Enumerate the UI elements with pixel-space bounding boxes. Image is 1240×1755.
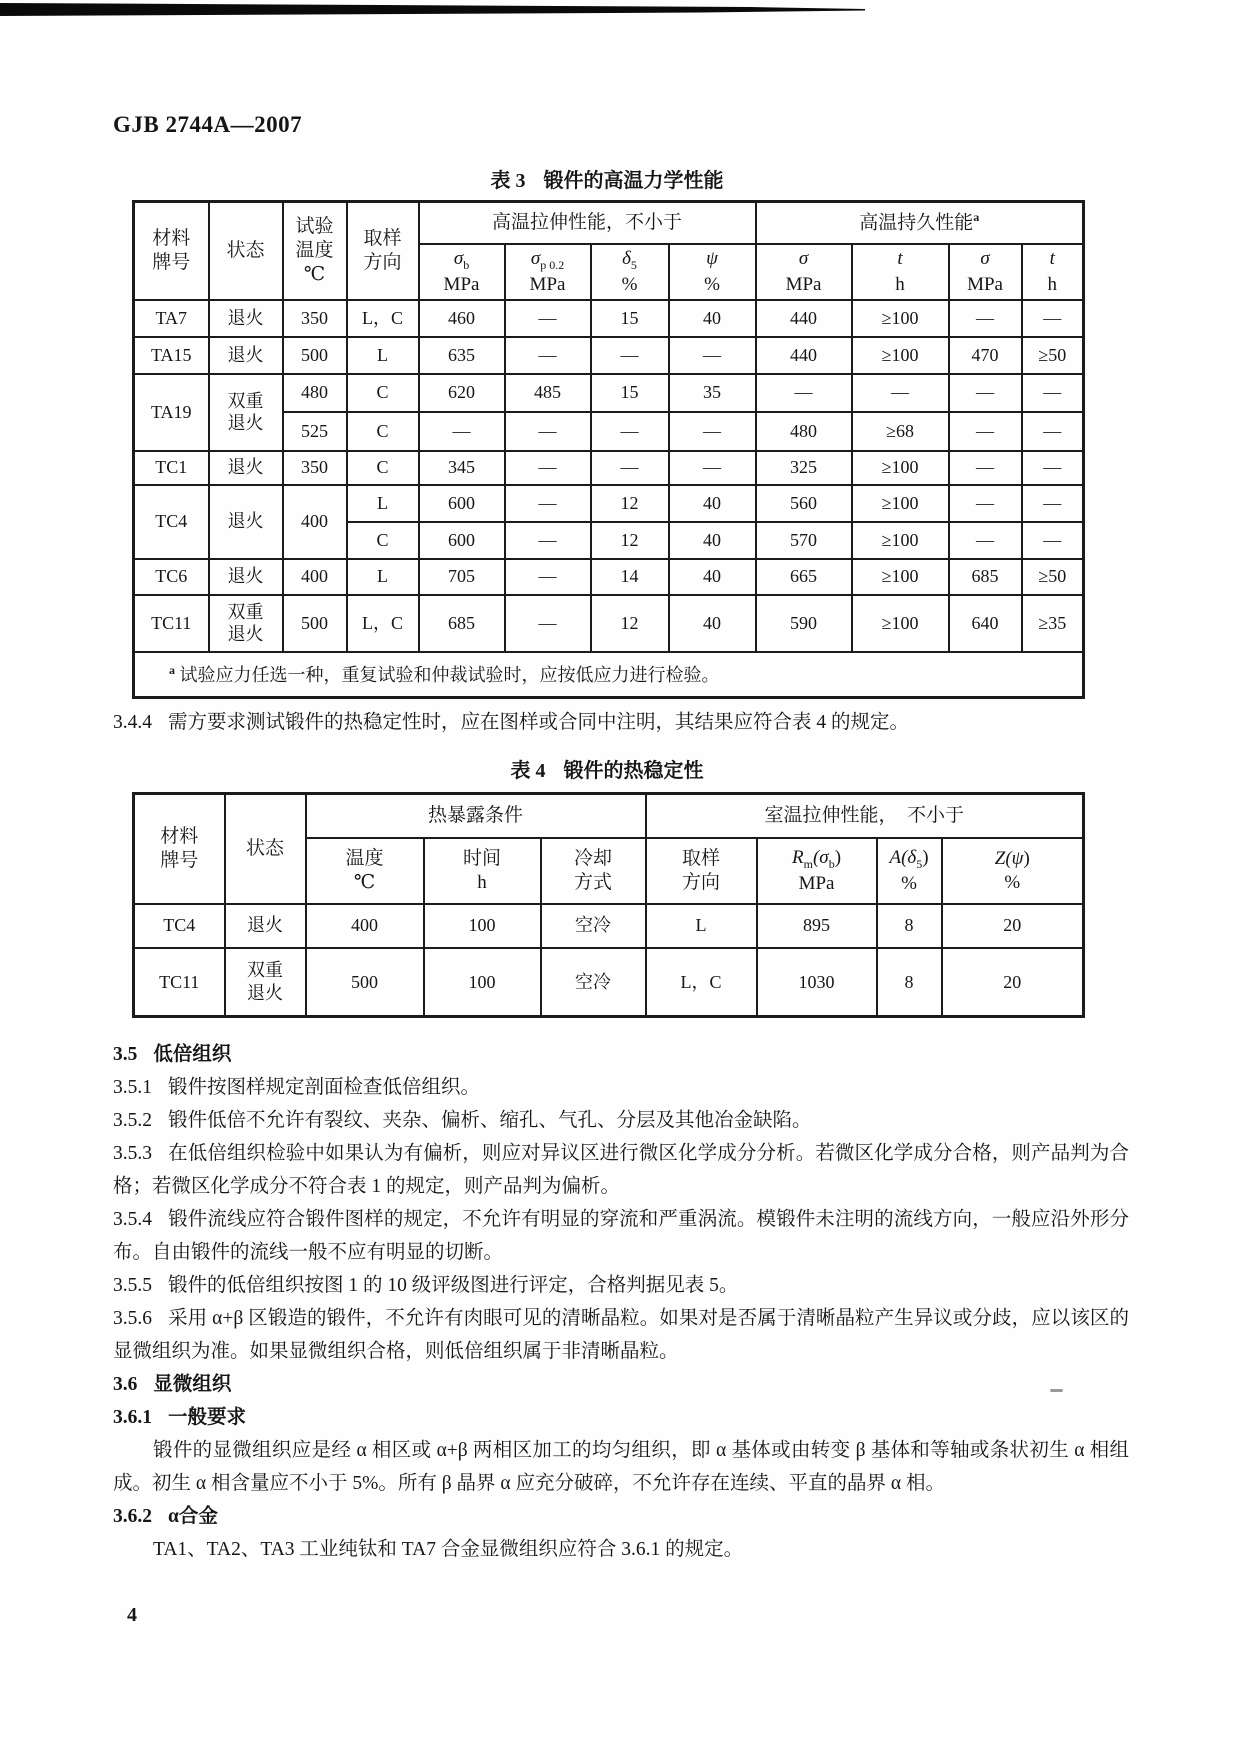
table-cell: 400	[306, 904, 424, 948]
table-cell: —	[949, 451, 1022, 485]
table-cell: C	[347, 522, 419, 559]
table4-label: 表 4	[510, 760, 546, 782]
table-cell: 12	[591, 522, 669, 559]
table3-high-temp-properties	[132, 200, 1085, 699]
table-header-cell: t h	[852, 244, 949, 300]
table4-thermal-stability	[132, 792, 1085, 1018]
table-cell: 空冷	[541, 904, 646, 948]
table-cell: L	[347, 337, 419, 374]
clause-3-5-3: 3.5.3 在低倍组织检验中如果认为有偏析，则应对异议区进行微区化学成分分析。若微区化学成分合格，则产品判为合格；若微区化学成分不符合表 1 的规定，则产品判为偏析。	[113, 1143, 1129, 1197]
table-cell: ≥100	[852, 522, 949, 559]
table-header-group: 高温拉伸性能，不小于	[419, 202, 756, 244]
table-cell: 15	[591, 374, 669, 412]
table-cell: 退火	[209, 337, 283, 374]
table-cell: ≥100	[852, 300, 949, 337]
table-cell: 440	[756, 337, 852, 374]
table-cell: 345	[419, 451, 505, 485]
table-cell: TC6	[134, 559, 209, 595]
table-header-cell: $A(\delta_5)$ %	[877, 838, 942, 904]
table-cell: 14	[591, 559, 669, 595]
table-cell: 480	[756, 412, 852, 451]
table-cell: ≥100	[852, 559, 949, 595]
table-cell: —	[505, 451, 591, 485]
table-cell: 665	[756, 559, 852, 595]
table-header-cell: t h	[1022, 244, 1084, 300]
section-3-6-1-heading: 3.6.1 一般要求	[113, 1407, 247, 1428]
table-cell: 100	[424, 904, 541, 948]
table-cell: 40	[669, 559, 756, 595]
table-cell: 635	[419, 337, 505, 374]
footnote-text: 试验应力任选一种，重复试验和仲裁试验时，应按低应力进行检验。	[179, 664, 720, 685]
table-cell: TA19	[134, 374, 209, 451]
table-cell: 8	[877, 904, 942, 948]
table-cell: 退火	[209, 451, 283, 485]
table-header-cell: $R_m(\sigma_b)$ MPa	[757, 838, 877, 904]
table-header-group: 室温拉伸性能， 不小于	[646, 794, 1084, 838]
table-cell: 40	[669, 300, 756, 337]
table-cell: 525	[283, 412, 347, 451]
table-cell: TC11	[134, 595, 209, 652]
table-row	[134, 300, 1084, 337]
table-cell: 570	[756, 522, 852, 559]
table-cell: TC4	[134, 485, 209, 559]
table-cell: —	[1022, 374, 1084, 412]
footnote-mark: a	[973, 210, 980, 225]
table-cell: —	[1022, 451, 1084, 485]
table-cell: —	[1022, 485, 1084, 522]
table-cell: ≥100	[852, 485, 949, 522]
table-cell: —	[505, 300, 591, 337]
table-cell: ≥35	[1022, 595, 1084, 652]
table-header-cell: 时间 h	[424, 838, 541, 904]
table-row	[134, 485, 1084, 522]
table-cell: 350	[283, 300, 347, 337]
clause-3-5-4: 3.5.4 锻件流线应符合锻件图样的规定，不允许有明显的穿流和严重涡流。模锻件未注明的流线方向，一般应沿外形分布。自由锻件的流线一般不应有明显的切断。	[113, 1209, 1129, 1263]
table-cell: —	[669, 451, 756, 485]
table-header-cell: 材料 牌号	[134, 202, 209, 300]
table-cell: 470	[949, 337, 1022, 374]
body-text	[113, 1038, 1129, 1566]
table-row	[134, 337, 1084, 374]
table-footnote-row	[134, 652, 1084, 698]
table-cell: ≥68	[852, 412, 949, 451]
table-cell: TA15	[134, 337, 209, 374]
table3-caption: 锻件的高温力学性能	[543, 170, 724, 192]
table-cell: 1030	[757, 948, 877, 1017]
clause-3-4-4	[113, 706, 1129, 739]
table-cell: 20	[942, 904, 1084, 948]
table-cell: L，C	[347, 595, 419, 652]
table-cell: 685	[949, 559, 1022, 595]
paragraph-3-6-1: 锻件的显微组织应是经 α 相区或 α+β 两相区加工的均匀组织，即 α 基体或由转变 β 基体和等轴或条状初生 α 相组成。初生 α 相含量应不小于 5%。所有 β 晶界 α 应充分破碎，不允许存在连续、平直的晶界 α 相。	[113, 1440, 1129, 1494]
table-row	[134, 948, 1084, 1017]
table-cell: 590	[756, 595, 852, 652]
table-cell: 40	[669, 595, 756, 652]
table-cell: 485	[505, 374, 591, 412]
clause-3-5-5: 3.5.5 锻件的低倍组织按图 1 的 10 级评级图进行评定，合格判据见表 5。	[113, 1275, 739, 1296]
clause-text: 需方要求测试锻件的热稳定性时，应在图样或合同中注明，其结果应符合表 4 的规定。	[168, 712, 910, 733]
table-cell: —	[852, 374, 949, 412]
table-header-cell: 状态	[225, 794, 306, 904]
table-cell: 500	[306, 948, 424, 1017]
table-header-cell: $\sigma_b$ MPa	[419, 244, 505, 300]
table-cell: 退火	[209, 559, 283, 595]
table-header-cell: 试验 温度 ℃	[283, 202, 347, 300]
table-cell: 400	[283, 485, 347, 559]
section-3-6-2-heading: 3.6.2 α合金	[113, 1506, 218, 1527]
table-header-cell: σ MPa	[949, 244, 1022, 300]
table-header-cell: ψ %	[669, 244, 756, 300]
table-row	[134, 374, 1084, 412]
table-cell: C	[347, 374, 419, 412]
table-cell: 620	[419, 374, 505, 412]
table-cell: 440	[756, 300, 852, 337]
footnote-mark: a	[169, 662, 175, 677]
table-cell: 40	[669, 522, 756, 559]
table-header-cell: Z(ψ) %	[942, 838, 1084, 904]
table-cell: ≥50	[1022, 337, 1084, 374]
table-header-cell: 冷却 方式	[541, 838, 646, 904]
paragraph-3-6-2: TA1、TA2、TA3 工业纯钛和 TA7 合金显微组织应符合 3.6.1 的规定。	[153, 1539, 744, 1560]
table-cell: —	[949, 522, 1022, 559]
table-cell: 双重 退火	[209, 595, 283, 652]
table-cell: —	[669, 412, 756, 451]
table-header-group: 高温持久性能$^a$	[756, 202, 1084, 244]
table-cell: —	[591, 451, 669, 485]
table-cell: —	[756, 374, 852, 412]
table-cell: 460	[419, 300, 505, 337]
scan-artifact-bar	[0, 0, 1240, 20]
table-cell: L	[347, 559, 419, 595]
table-cell: 400	[283, 559, 347, 595]
table-cell: 325	[756, 451, 852, 485]
clause-3-5-6: 3.5.6 采用 α+β 区锻造的锻件，不允许有肉眼可见的清晰晶粒。如果对是否属于清晰晶粒产生异议或分歧，应以该区的显微组织为准。如果显微组织合格，则低倍组织属于非清晰晶粒。	[113, 1308, 1129, 1362]
table-cell: —	[505, 485, 591, 522]
table-cell: 500	[283, 595, 347, 652]
scan-speckle	[1050, 1389, 1063, 1392]
table-cell: 空冷	[541, 948, 646, 1017]
table-cell: 560	[756, 485, 852, 522]
table-cell: C	[347, 412, 419, 451]
table-row	[134, 451, 1084, 485]
table-cell: TC4	[134, 904, 225, 948]
table-cell: ≥100	[852, 451, 949, 485]
table-cell: 12	[591, 595, 669, 652]
section-3-6-heading: 3.6 显微组织	[113, 1374, 232, 1395]
table-cell: —	[949, 485, 1022, 522]
table-cell: 500	[283, 337, 347, 374]
table-cell: 685	[419, 595, 505, 652]
table-cell: —	[1022, 522, 1084, 559]
document-number: GJB 2744A—2007	[113, 112, 303, 137]
table-cell: —	[591, 337, 669, 374]
table-cell: L，C	[646, 948, 757, 1017]
table-cell: —	[505, 412, 591, 451]
table-cell: —	[1022, 300, 1084, 337]
table4-caption: 锻件的热稳定性	[563, 760, 704, 782]
table-cell: TA7	[134, 300, 209, 337]
table-row	[134, 595, 1084, 652]
table-cell: 40	[669, 485, 756, 522]
table-cell: 8	[877, 948, 942, 1017]
table-cell: L，C	[347, 300, 419, 337]
page-number: 4	[127, 1604, 137, 1626]
table-cell: TC1	[134, 451, 209, 485]
section-3-5-heading: 3.5 低倍组织	[113, 1044, 232, 1065]
table-cell: —	[505, 559, 591, 595]
table-header-cell: 状态	[209, 202, 283, 300]
table-cell: 705	[419, 559, 505, 595]
table-header-cell: σ MPa	[756, 244, 852, 300]
table-header-cell: 取样 方向	[646, 838, 757, 904]
table4-title	[132, 754, 1082, 783]
table-cell: ≥100	[852, 337, 949, 374]
table-cell: 600	[419, 522, 505, 559]
table-cell: 600	[419, 485, 505, 522]
table-cell: —	[669, 337, 756, 374]
table-cell: C	[347, 451, 419, 485]
table-header-cell: $\delta_5$ %	[591, 244, 669, 300]
table-cell: —	[505, 595, 591, 652]
table-cell: 20	[942, 948, 1084, 1017]
table-cell: —	[949, 300, 1022, 337]
table-cell: 480	[283, 374, 347, 412]
clause-3-5-1: 3.5.1 锻件按图样规定剖面检查低倍组织。	[113, 1077, 481, 1098]
table-cell: 双重 退火	[225, 948, 306, 1017]
table-cell: —	[1022, 412, 1084, 451]
table-cell: 895	[757, 904, 877, 948]
table-cell: 退火	[209, 300, 283, 337]
table-cell: 15	[591, 300, 669, 337]
table-cell: 100	[424, 948, 541, 1017]
table3-title	[132, 164, 1082, 193]
clause-number: 3.4.4	[113, 712, 152, 733]
table-cell: L	[646, 904, 757, 948]
table-cell: —	[505, 337, 591, 374]
table-cell: —	[591, 412, 669, 451]
table-cell: ≥50	[1022, 559, 1084, 595]
table-header-cell: 温度 ℃	[306, 838, 424, 904]
table-cell: 350	[283, 451, 347, 485]
table-row	[134, 904, 1084, 948]
table-cell: 35	[669, 374, 756, 412]
table-cell: —	[949, 412, 1022, 451]
table-header-group: 热暴露条件	[306, 794, 646, 838]
table-cell: TC11	[134, 948, 225, 1017]
table-cell: 双重 退火	[209, 374, 283, 451]
table3-label: 表 3	[490, 170, 526, 192]
table-cell: —	[949, 374, 1022, 412]
table-cell: L	[347, 485, 419, 522]
table-cell: 退火	[225, 904, 306, 948]
table-cell: 12	[591, 485, 669, 522]
table-header-cell: 取样 方向	[347, 202, 419, 300]
table-cell: 640	[949, 595, 1022, 652]
table-row	[134, 559, 1084, 595]
clause-3-5-2: 3.5.2 锻件低倍不允许有裂纹、夹杂、偏析、缩孔、气孔、分层及其他冶金缺陷。	[113, 1110, 812, 1131]
table-cell: ≥100	[852, 595, 949, 652]
table-header-cell: $\sigma_{p 0.2}$ MPa	[505, 244, 591, 300]
table-cell: —	[505, 522, 591, 559]
table-header-cell: 材料 牌号	[134, 794, 225, 904]
table-footnote	[134, 652, 1084, 698]
table-cell: —	[419, 412, 505, 451]
table-cell: 退火	[209, 485, 283, 559]
